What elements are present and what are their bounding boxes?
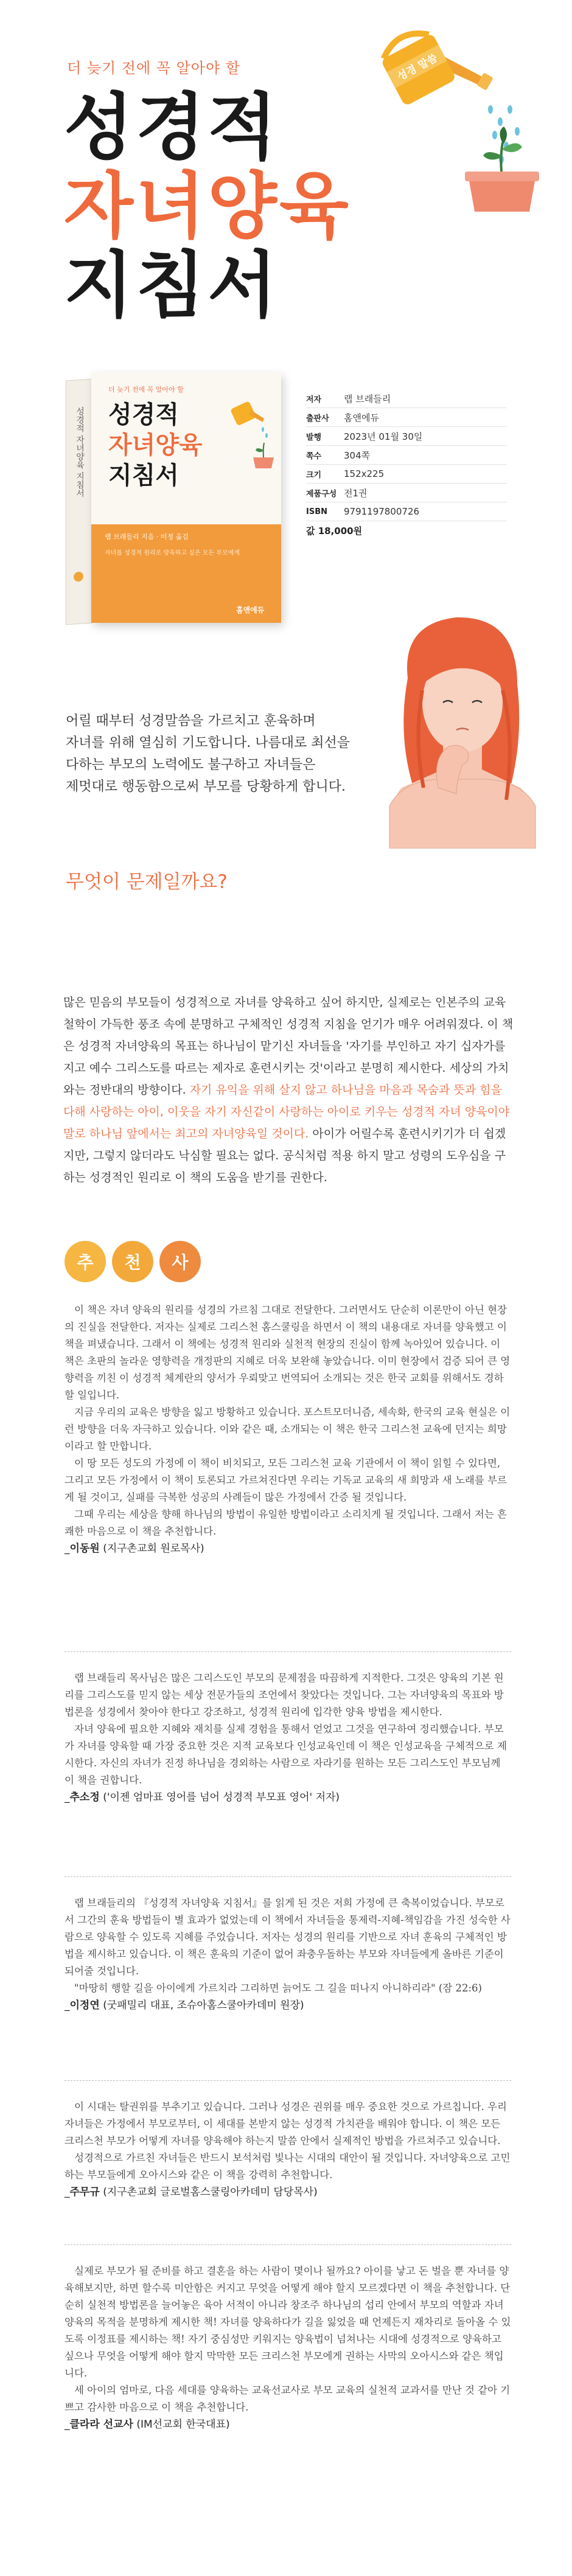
recommendation-5 bbox=[65, 2263, 511, 2433]
cover-title-3: 지침서 bbox=[108, 462, 179, 490]
rec3-para-1: 랩 브래들리의 『성경적 자녀양육 지침서』를 읽게 된 것은 저희 가정에 큰 축복이었습니다. 부모로서 그간의 훈육 방법들이 별 효과가 없었는데 이 책에서 자녀들을 통제력-지혜-책임감을 가진 성숙한 사람으로 양육할 수 있도록 지혜를 주었습니다. 저자는 성경의 원리를 기반으로 자녀 훈육의 구체적인 방법을 제시하고 있습니다. 이 책은 훈육의 기준이 없어 좌충우돌하는 부모와 자녀들에게 올바른 기준이 되어줄 것입니다. bbox=[65, 1897, 511, 1977]
info-row-price: 값 18,000원 bbox=[306, 525, 363, 536]
can-label: 성경 말씀 bbox=[395, 52, 440, 83]
rec1-para-4: 그때 우리는 세상을 향해 하나님의 방법이 유일한 방법이라고 소리치게 될 것입니다. 그래서 저는 흔쾌한 마음으로 이 책을 추천합니다. bbox=[65, 1508, 507, 1537]
divider-1 bbox=[65, 1651, 511, 1652]
book-front bbox=[91, 372, 281, 623]
intro-line-4: 제멋대로 행동함으로써 부모를 당황하게 합니다. bbox=[66, 779, 346, 794]
rec4-para-1: 이 시대는 탈권위를 부추기고 있습니다. 그러나 성경은 권위를 매우 중요한 것으로 가르칩니다. 우리 자녀들은 가정에서 부모로부터, 이 세대를 본받지 않는 성경적 가치관을 배워야 합니다. 이 책은 모든 크리스천 부모가 어떻게 자녀를 양육해야 하는지 말씀 안에서 실제적인 방법을 가르쳐주고 있습니다. bbox=[65, 2101, 507, 2147]
info-row-date: 발행 2023년 01월 30일 bbox=[306, 427, 507, 446]
cover-publisher: 홈앤에듀 bbox=[236, 606, 265, 614]
spine-logo-icon bbox=[74, 572, 83, 582]
rec1-para-2: 지금 우리의 교육은 방향을 잃고 방황하고 있습니다. 포스트모더니즘, 세속화, 한국의 교육 현실은 이런 방향을 더욱 자극하고 있습니다. 이와 같은 때, 소개되는 이 책은 한국 그리스천 교육에 던지는 희망이라고 할 만합니다. bbox=[65, 1406, 511, 1452]
title-line-2: 자녀양육 bbox=[64, 164, 351, 248]
rec1-para-3: 이 땅 모든 성도의 가정에 이 책이 비치되고, 모든 그리스천 교육 기관에서 이 책이 읽힐 수 있다면, 그리고 모든 가정에서 이 책이 토론되고 가르쳐진다면 우리는 기독교 교육의 새 희망과 새 노래를 부르게 될 것이고, 실패를 극복한 성공의 사례들이 많은 가정에서 간증 될 것입니다. bbox=[65, 1457, 507, 1503]
intro-text bbox=[66, 710, 382, 798]
book-subtitle: 더 늦기 전에 꼭 알아야 할 bbox=[67, 60, 240, 77]
description-part-2: 아이가 어릴수록 훈련시키기가 더 쉽겠지만, 그렇지 않더라도 낙심할 필요는 없다. 공식처럼 적용 하지 말고 성령의 도우심을 구하는 성경적인 원리로 이 책의 도움을 받기를 권한다. bbox=[63, 1127, 506, 1184]
intro-line-3: 다하는 부모의 노력에도 불구하고 자녀들은 bbox=[66, 757, 316, 772]
info-row-size: 크기 152x225 bbox=[306, 465, 507, 484]
divider-3 bbox=[65, 2080, 511, 2081]
description-highlight: 자기 유익을 위해 살지 않고 하나님을 마음과 목숨과 뜻과 힘을 다해 사랑하는 아이, 이웃을 자기 자신같이 사랑하는 아이로 키우는 성경적 자녀 양육이야말로 하나님 앞에서는 최고의 자녀양육일 것이다. bbox=[63, 1083, 510, 1140]
watering-can-illustration bbox=[371, 18, 554, 219]
rec2-para-2: 자녀 양육에 필요한 지혜와 재치를 실제 경험을 통해서 얻었고 그것을 연구하여 정리했습니다. 부모가 자녀를 양육할 때 가장 중요한 것은 지적 교육보다 인성교육인데 이 책은 인성교육을 구체적으로 제시한다. 자신의 자녀가 진정 하나님을 경외하는 사람으로 자라기를 원하는 모든 그리스도인 부모님께 이 책을 권합니다. bbox=[65, 1723, 507, 1786]
info-row-publisher: 출판사 홈앤에듀 bbox=[306, 408, 507, 427]
book-description bbox=[63, 991, 514, 1189]
rec5-para-2: 세 아이의 엄마로, 다음 세대를 양육하는 교육선교사로 부모 교육의 실천적 교과서를 만난 것 같아 기쁘고 감사한 마음으로 이 책을 추천합니다. bbox=[65, 2384, 511, 2413]
cover-watering-can-icon bbox=[226, 397, 275, 470]
thinking-woman-illustration bbox=[365, 605, 554, 849]
cover-title-2: 자녀양육 bbox=[108, 431, 203, 459]
rec1-para-1: 이 책은 자녀 양육의 원리를 성경의 가르침 그대로 전달한다. 그러면서도 단순히 이론만이 아닌 현장의 진실을 전달한다. 저자는 실제로 그리스천 홈스쿨링을 하면서 이 책의 내용대로 자녀를 양육했고 이 책을 펴냈습니다. 그래서 이 책에는 성경적 원리와 실천적 현장의 진실이 함께 녹아있어 있습니다. 이 책은 초판의 놀라운 영향력을 개정판의 지혜로 더욱 보완해 놓았습니다. 이미 현장에서 검증 되어 큰 영향력을 끼친 이 성경적 체계란의 양서가 우뢰맞고 번역되어 소개되는 것은 한국 교회를 위해서도 경하할 일입니다. bbox=[65, 1304, 511, 1401]
recommend-badge-1: 추 bbox=[65, 1241, 106, 1282]
info-row-isbn: ISBN 9791197800726 bbox=[306, 502, 507, 521]
recommendation-1 bbox=[65, 1302, 511, 1557]
rec5-para-1: 실제로 부모가 될 준비를 하고 결혼을 하는 사람이 몇이나 될까요? 아이를 낳고 돈 벌을 뿐 자녀를 양육해보지만, 하면 할수록 미안함은 커지고 무엇을 어떻게 해야 할지 모르겠다면 이 책을 추천합니다. 단순히 실천적 방법론을 늘어놓은 육아 서적이 아니라 창조주 하나님의 섭리 안에서 부모의 역할과 자녀양육의 목적을 분명하게 제시한 책! 자녀를 양육하다가 길을 잃었을 때 언제든지 재차리로 돌아올 수 있도록 이정표를 제시하는 책! 자기 중심성만 키워지는 양육법이 넘쳐나는 시대에 성경적으로 양육하고 싶으나 무엇을 어떻게 해야 할지 막막한 모든 크리스천 부모에게 권하는 사막의 오아시스와 같은 책입니다. bbox=[65, 2265, 511, 2379]
title-line-1: 성경적 bbox=[64, 85, 279, 169]
cover-author: 랩 브래들리 지음 · 미정 옮김 bbox=[105, 533, 189, 541]
rec4-signature: _주무규 (지구촌교회 글로벌홈스쿨링아카데미 담당목사) bbox=[65, 2186, 318, 2198]
cover-subtitle: 더 늦기 전에 꼭 알아야 할 bbox=[108, 386, 184, 394]
rec3-signature: _이정연 (굿패밀리 대표, 조슈아홈스쿨아카데미 원장) bbox=[65, 1999, 304, 2012]
spine-title: 성경적 자녀양육 지침서 bbox=[75, 406, 85, 498]
rec1-signature: _이동원 (지구촌교회 원로목사) bbox=[65, 1543, 204, 1555]
info-row-pages: 쪽수 304쪽 bbox=[306, 446, 507, 465]
book-cover-3d bbox=[66, 372, 285, 628]
recommend-badges bbox=[65, 1241, 201, 1282]
info-row-composition: 제품구성 전1권 bbox=[306, 484, 507, 502]
problem-question: 무엇이 문제일까요? bbox=[66, 871, 228, 893]
intro-line-1: 어릴 때부터 성경말씀을 가르치고 훈육하며 bbox=[66, 713, 316, 729]
divider-4 bbox=[65, 2244, 511, 2245]
book-spine bbox=[66, 378, 92, 625]
recommendation-2 bbox=[65, 1670, 511, 1806]
cover-bottom-band bbox=[91, 524, 281, 623]
cover-tagline: 자녀를 성경적 원리로 양육하고 싶은 모든 부모에게 bbox=[105, 550, 240, 557]
divider-2 bbox=[65, 1876, 511, 1877]
recommendation-3 bbox=[65, 1895, 511, 2014]
recommend-badge-3: 사 bbox=[159, 1241, 201, 1282]
book-info-table bbox=[306, 389, 507, 540]
title-line-3: 지침서 bbox=[64, 243, 279, 327]
rec2-para-1: 랩 브래들리 목사님은 많은 그리스도인 부모의 문제점을 따끔하게 지적한다. 그것은 양육의 기본 원리를 그리스도를 믿지 않는 세상 전문가들의 조언에서 찾았다는 것입니다. 그는 자녀양육의 목표와 방법론을 성경에서 찾아야 한다고 강조하고, 성경적 원리에 입각한 양육 방법을 제시한다. bbox=[65, 1672, 504, 1718]
recommend-badge-2: 천 bbox=[112, 1241, 153, 1282]
description-part-1: 많은 믿음의 부모들이 성경적으로 자녀를 양육하고 싶어 하지만, 실제로는 인본주의 교육철학이 가득한 풍조 속에 분명하고 구체적인 성경적 지침을 얻기가 매우 어려워졌다. 이 책은 성경적 자녀양육의 목표는 하나님이 맡기신 자녀들을 '자기를 부인하고 자기 십자가를 지고 예수 그리스도를 따르는 제자로 훈련시키는 것'이라고 분명히 제시한다. 세상의 가치와는 정반대의 방향이다. bbox=[63, 996, 514, 1097]
recommendation-4 bbox=[65, 2099, 511, 2201]
rec5-signature: _클라라 선교사 (IM선교회 한국대표) bbox=[65, 2418, 230, 2431]
intro-line-2: 자녀를 위해 열심히 기도합니다. 나름대로 최선을 bbox=[66, 735, 351, 751]
rec3-para-2: "마땅히 행할 길을 아이에게 가르치라 그리하면 늙어도 그 길을 떠나지 아니하리라" (잠 22:6) bbox=[74, 1982, 482, 1994]
cover-title-1: 성경적 bbox=[108, 401, 179, 429]
rec2-signature: _추소정 ('이젠 엄마표 영어를 넘어 성경적 부모표 영어' 저자) bbox=[65, 1791, 340, 1804]
info-row-author: 저자 랩 브래들리 bbox=[306, 389, 507, 408]
rec4-para-2: 성경적으로 가르친 자녀들은 반드시 보석처럼 빛나는 시대의 대안이 될 것입니다. 자녀양육으로 고민하는 부모들에게 오아시스와 같은 이 책을 강력히 추천합니다. bbox=[65, 2152, 511, 2181]
